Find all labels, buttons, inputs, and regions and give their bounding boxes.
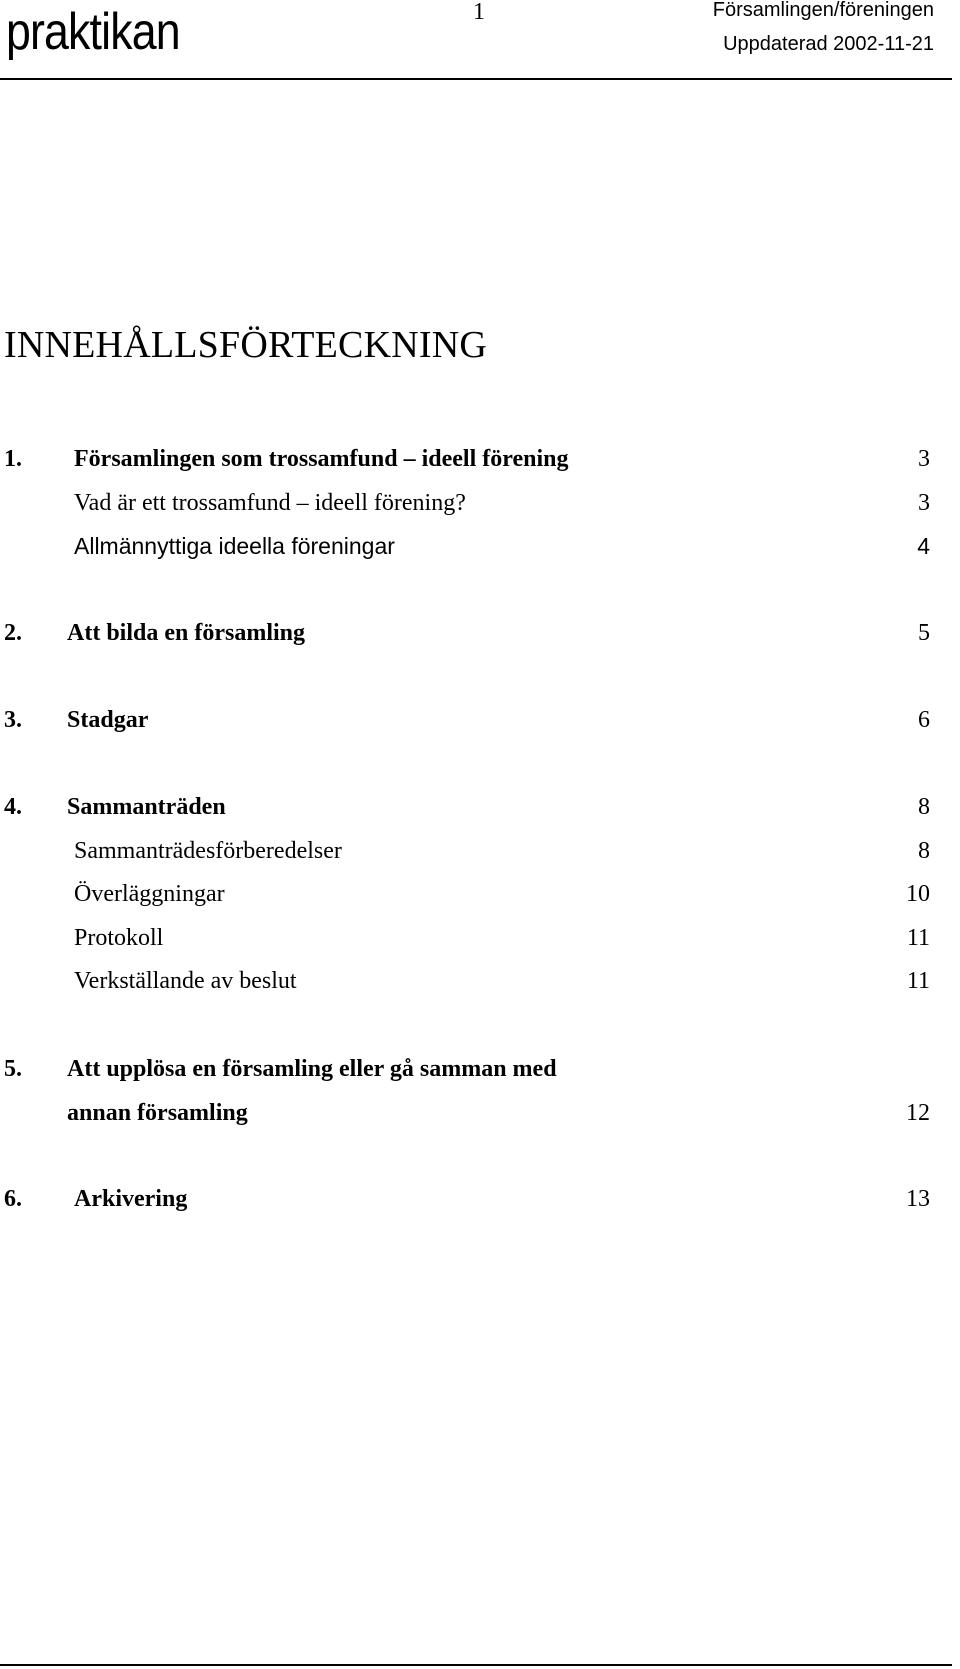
toc-entry-label: Sammanträden [67,794,226,820]
toc-entry-label: Överläggningar [74,881,225,907]
toc-subentry-4-2[interactable] [0,879,930,909]
footer-rule [0,1664,952,1666]
toc-entry-page: 5 [918,620,930,646]
header-meta [713,0,934,54]
toc-entry-number: 1. [4,446,22,472]
toc-entry-label: Vad är ett trossamfund – ideell förening? [74,490,466,516]
toc-entry-number: 2. [4,620,22,646]
toc-entry-label: Församlingen som trossamfund – ideell förening [74,446,569,472]
toc-entry-label-continued: annan församling [67,1100,248,1126]
toc-entry-number: 4. [4,794,22,820]
toc-entry-page: 8 [918,838,930,864]
toc-entry-5[interactable] [0,1054,930,1126]
toc-entry-page: 3 [918,490,930,516]
toc-entry-label: Arkivering [74,1186,188,1212]
toc-entry-label: Stadgar [67,707,149,733]
toc-entry-page: 13 [906,1186,930,1212]
toc-entry-page: 3 [918,446,930,472]
toc-entry-label: Att upplösa en församling eller gå samman med [67,1056,557,1082]
header-section: Församlingen/föreningen [712,0,934,21]
toc-title: INNEHÅLLSFÖRTECKNING [4,324,488,366]
toc-entry-1[interactable] [0,444,930,474]
toc-entry-4[interactable] [0,792,930,822]
page-header [0,0,960,82]
toc-entry-number: 6. [4,1186,22,1212]
toc-entry-page: 10 [906,881,930,907]
toc-entry-number: 3. [4,707,22,733]
brand-logo-text: praktikan [6,3,180,61]
toc-entry-label: Allmännyttiga ideella föreningar [74,533,395,559]
toc-entry-3[interactable] [0,705,930,735]
toc-entry-label: Att bilda en församling [67,620,306,646]
toc-entry-page: 6 [918,707,930,733]
header-rule [0,78,952,80]
toc-subentry-4-3[interactable] [0,923,930,953]
toc-entry-6[interactable] [0,1184,930,1214]
toc-subentry-1-2[interactable] [0,531,930,561]
toc-subentry-4-4[interactable] [0,966,930,996]
header-updated: Uppdaterad 2002-11-21 [723,33,934,55]
toc-entry-label: Sammanträdesförberedelser [74,838,342,864]
toc-entry-page: 11 [906,925,930,951]
toc-entry-number: 5. [4,1056,22,1082]
toc-entry-label: Verkställande av beslut [74,968,297,994]
page-number: 1 [473,0,485,25]
toc-subentry-1-1[interactable] [0,488,930,518]
toc-entry-page: 8 [918,794,930,820]
toc-subentry-4-1[interactable] [0,836,930,866]
toc-entry-page: 11 [906,968,930,994]
toc-entry-label: Protokoll [74,925,164,951]
toc-entry-page: 4 [917,533,930,559]
toc-entry-page: 12 [906,1100,930,1126]
toc-entry-2[interactable] [0,618,930,648]
